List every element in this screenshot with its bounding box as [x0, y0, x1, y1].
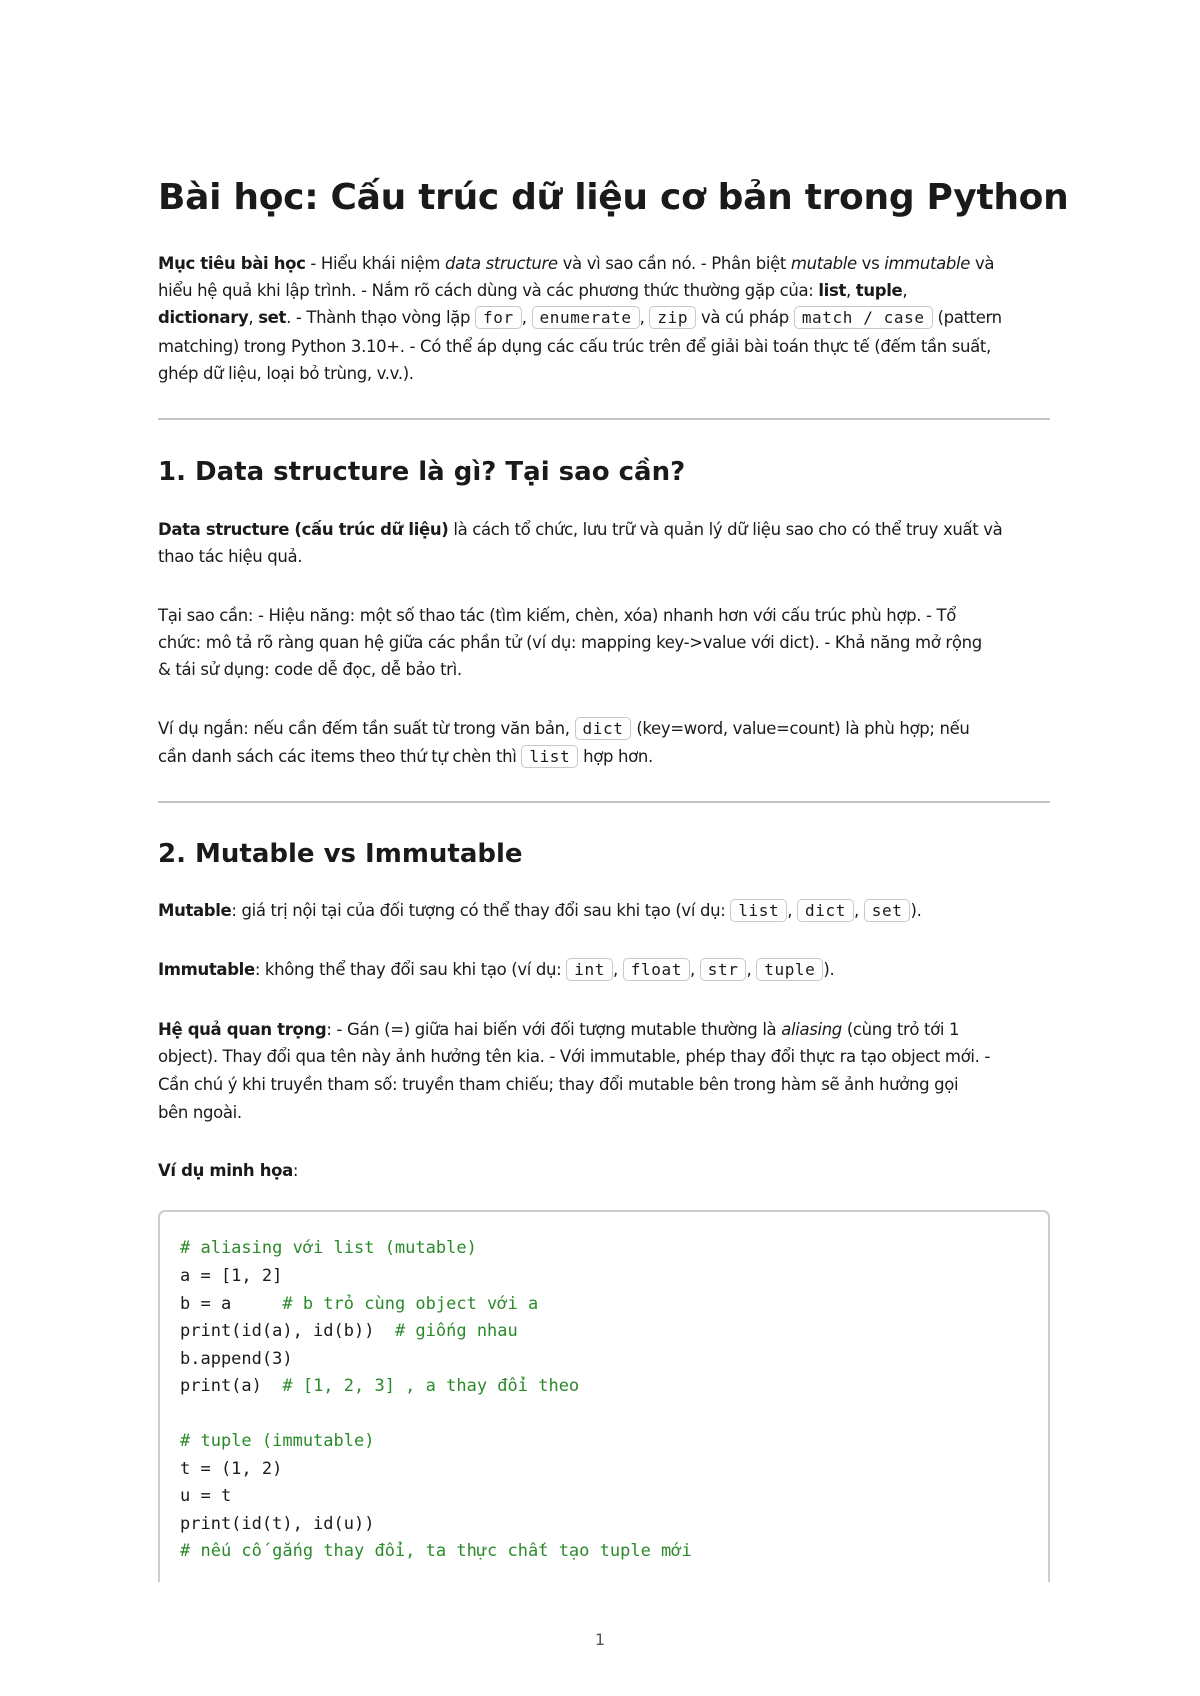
inline-code: for: [475, 306, 522, 329]
separator: ,: [787, 901, 798, 920]
intro-text: . - Thành thạo vòng lặp: [286, 308, 475, 327]
immutable-label: Immutable: [158, 960, 255, 979]
s2-text: : không thể thay đổi sau khi tạo (ví dụ:: [254, 960, 567, 979]
intro-line-4: matching) trong Python 3.10+. - Có thể áp dụng các cấu trúc trên để giải bài toán thực tế (đếm tần suất,: [158, 337, 991, 356]
s1-paragraph-1: [158, 516, 1050, 544]
s1-text: cần danh sách các items theo thứ tự chèn thì: [158, 747, 522, 766]
inline-code: float: [623, 958, 690, 981]
s1-paragraph-3-line-2: [158, 743, 1050, 771]
code-block: [158, 1210, 1050, 1582]
section-2-heading: 2. Mutable vs Immutable: [158, 839, 523, 869]
intro-line-5: ghép dữ liệu, loại bỏ trùng, v.v.).: [158, 364, 414, 383]
inline-code: list: [730, 899, 787, 922]
code-line: # tuple (immutable): [180, 1431, 375, 1451]
code-text: b = a: [180, 1294, 283, 1314]
s1-text: Ví dụ ngắn: nếu cần đếm tần suất từ trong văn bản,: [158, 719, 575, 738]
code-line: b.append(3): [180, 1349, 293, 1369]
intro-text: ,: [521, 308, 532, 327]
inline-code: str: [700, 958, 747, 981]
consequence-line-1: [158, 1016, 1050, 1044]
s2-text: ).: [823, 960, 835, 979]
consequence-label: Hệ quả quan trọng: [158, 1020, 327, 1039]
intro-text: và: [970, 254, 995, 273]
s1-paragraph-2-line-3: & tái sử dụng: code dễ đọc, dễ bảo trì.: [158, 660, 462, 679]
intro-text: ,: [639, 308, 650, 327]
code-line: a = [1, 2]: [180, 1266, 283, 1286]
intro-term: tuple: [855, 281, 903, 300]
inline-code: match / case: [794, 306, 933, 329]
intro-line-3: [158, 304, 1050, 332]
consequence-line-4: bên ngoài.: [158, 1103, 242, 1122]
intro-term: data structure: [444, 254, 558, 273]
divider: [158, 801, 1050, 803]
code-text: print(a): [180, 1376, 283, 1396]
code-comment: # b trỏ cùng object với a: [282, 1294, 539, 1314]
code-line: t = (1, 2): [180, 1459, 283, 1479]
example-colon: :: [292, 1161, 299, 1180]
section-1-heading: 1. Data structure là gì? Tại sao cần?: [158, 457, 686, 487]
divider: [158, 418, 1050, 420]
immutable-definition: [158, 956, 1050, 984]
inline-code: set: [864, 899, 911, 922]
intro-text: hiểu hệ quả khi lập trình. - Nắm rõ cách dùng và các phương thức thường gặp của:: [158, 281, 819, 300]
page-number: 1: [594, 1630, 606, 1649]
intro-term: immutable: [884, 254, 971, 273]
consequence-line-3: Cần chú ý khi truyền tham số: truyền tham chiếu; thay đổi mutable bên trong hàm sẽ ảnh hưởng gọi: [158, 1075, 959, 1094]
intro-text: - Hiểu khái niệm: [305, 254, 445, 273]
intro-term: dictionary: [158, 308, 249, 327]
s1-text: là cách tổ chức, lưu trữ và quản lý dữ liệu sao cho có thể truy xuất và: [448, 520, 1003, 539]
inline-code: enumerate: [532, 306, 640, 329]
intro-term: mutable: [790, 254, 857, 273]
s1-paragraph-3-line-1: [158, 715, 1050, 743]
s2-text: (cùng trỏ tới 1: [841, 1020, 960, 1039]
code-line: # nếu cố gắng thay đổi, ta thực chất tạo tuple mới: [180, 1541, 692, 1561]
intro-text: ,: [902, 281, 908, 300]
s2-term: aliasing: [781, 1020, 842, 1039]
intro-line-2: [158, 277, 1050, 305]
s2-text: : giá trị nội tại của đối tượng có thể thay đổi sau khi tạo (ví dụ:: [231, 901, 731, 920]
code-line: u = t: [180, 1486, 232, 1506]
intro-term: set: [258, 308, 287, 327]
s1-term: Data structure (cấu trúc dữ liệu): [158, 520, 449, 539]
s1-text: (key=word, value=count) là phù hợp; nếu: [631, 719, 970, 738]
code-line: [180, 1293, 538, 1315]
s1-paragraph-1-line-2: thao tác hiệu quả.: [158, 547, 303, 566]
separator: ,: [746, 960, 757, 979]
code-line: [180, 1320, 518, 1342]
code-line: [180, 1375, 579, 1397]
code-comment: # [1, 2, 3] , a thay đổi theo: [282, 1376, 580, 1396]
inline-code: tuple: [756, 958, 823, 981]
page-title: Bài học: Cấu trúc dữ liệu cơ bản trong Python: [158, 177, 1069, 218]
intro-label: Mục tiêu bài học: [158, 254, 306, 273]
example-label: [158, 1157, 1050, 1185]
intro-text: và cú pháp: [696, 308, 794, 327]
intro-line-1: [158, 250, 1050, 278]
intro-text: và vì sao cần nó. - Phân biệt: [557, 254, 791, 273]
inline-code: zip: [649, 306, 696, 329]
intro-text: ,: [248, 308, 259, 327]
s2-text: : - Gán (=) giữa hai biến với đối tượng mutable thường là: [326, 1020, 782, 1039]
intro-text: (pattern: [932, 308, 1002, 327]
mutable-definition: [158, 897, 1050, 925]
mutable-label: Mutable: [158, 901, 232, 920]
separator: ,: [689, 960, 700, 979]
inline-code: int: [566, 958, 613, 981]
inline-code: dict: [575, 717, 632, 740]
intro-text: vs: [856, 254, 885, 273]
example-label-text: Ví dụ minh họa: [158, 1161, 293, 1180]
s1-paragraph-2-line-2: chức: mô tả rõ ràng quan hệ giữa các phần tử (ví dụ: mapping key->value với dict). - Khả năng mở rộng: [158, 633, 982, 652]
s1-paragraph-2-line-1: Tại sao cần: - Hiệu năng: một số thao tác (tìm kiếm, chèn, xóa) nhanh hơn với cấu trúc phù hợp. - Tổ: [158, 606, 956, 625]
consequence-line-2: object). Thay đổi qua tên này ảnh hưởng tên kia. - Với immutable, phép thay đổi thực ra tạo object mới. -: [158, 1047, 990, 1066]
code-line: print(id(t), id(u)): [180, 1514, 375, 1534]
inline-code: list: [521, 745, 578, 768]
intro-term: list: [818, 281, 846, 300]
s1-text: hợp hơn.: [578, 747, 653, 766]
code-line: # aliasing với list (mutable): [180, 1238, 477, 1258]
code-text: print(id(a), id(b)): [180, 1321, 395, 1341]
separator: ,: [853, 901, 864, 920]
s2-text: ).: [910, 901, 922, 920]
code-comment: # giống nhau: [394, 1321, 518, 1341]
intro-text: ,: [846, 281, 856, 300]
inline-code: dict: [797, 899, 854, 922]
separator: ,: [612, 960, 623, 979]
